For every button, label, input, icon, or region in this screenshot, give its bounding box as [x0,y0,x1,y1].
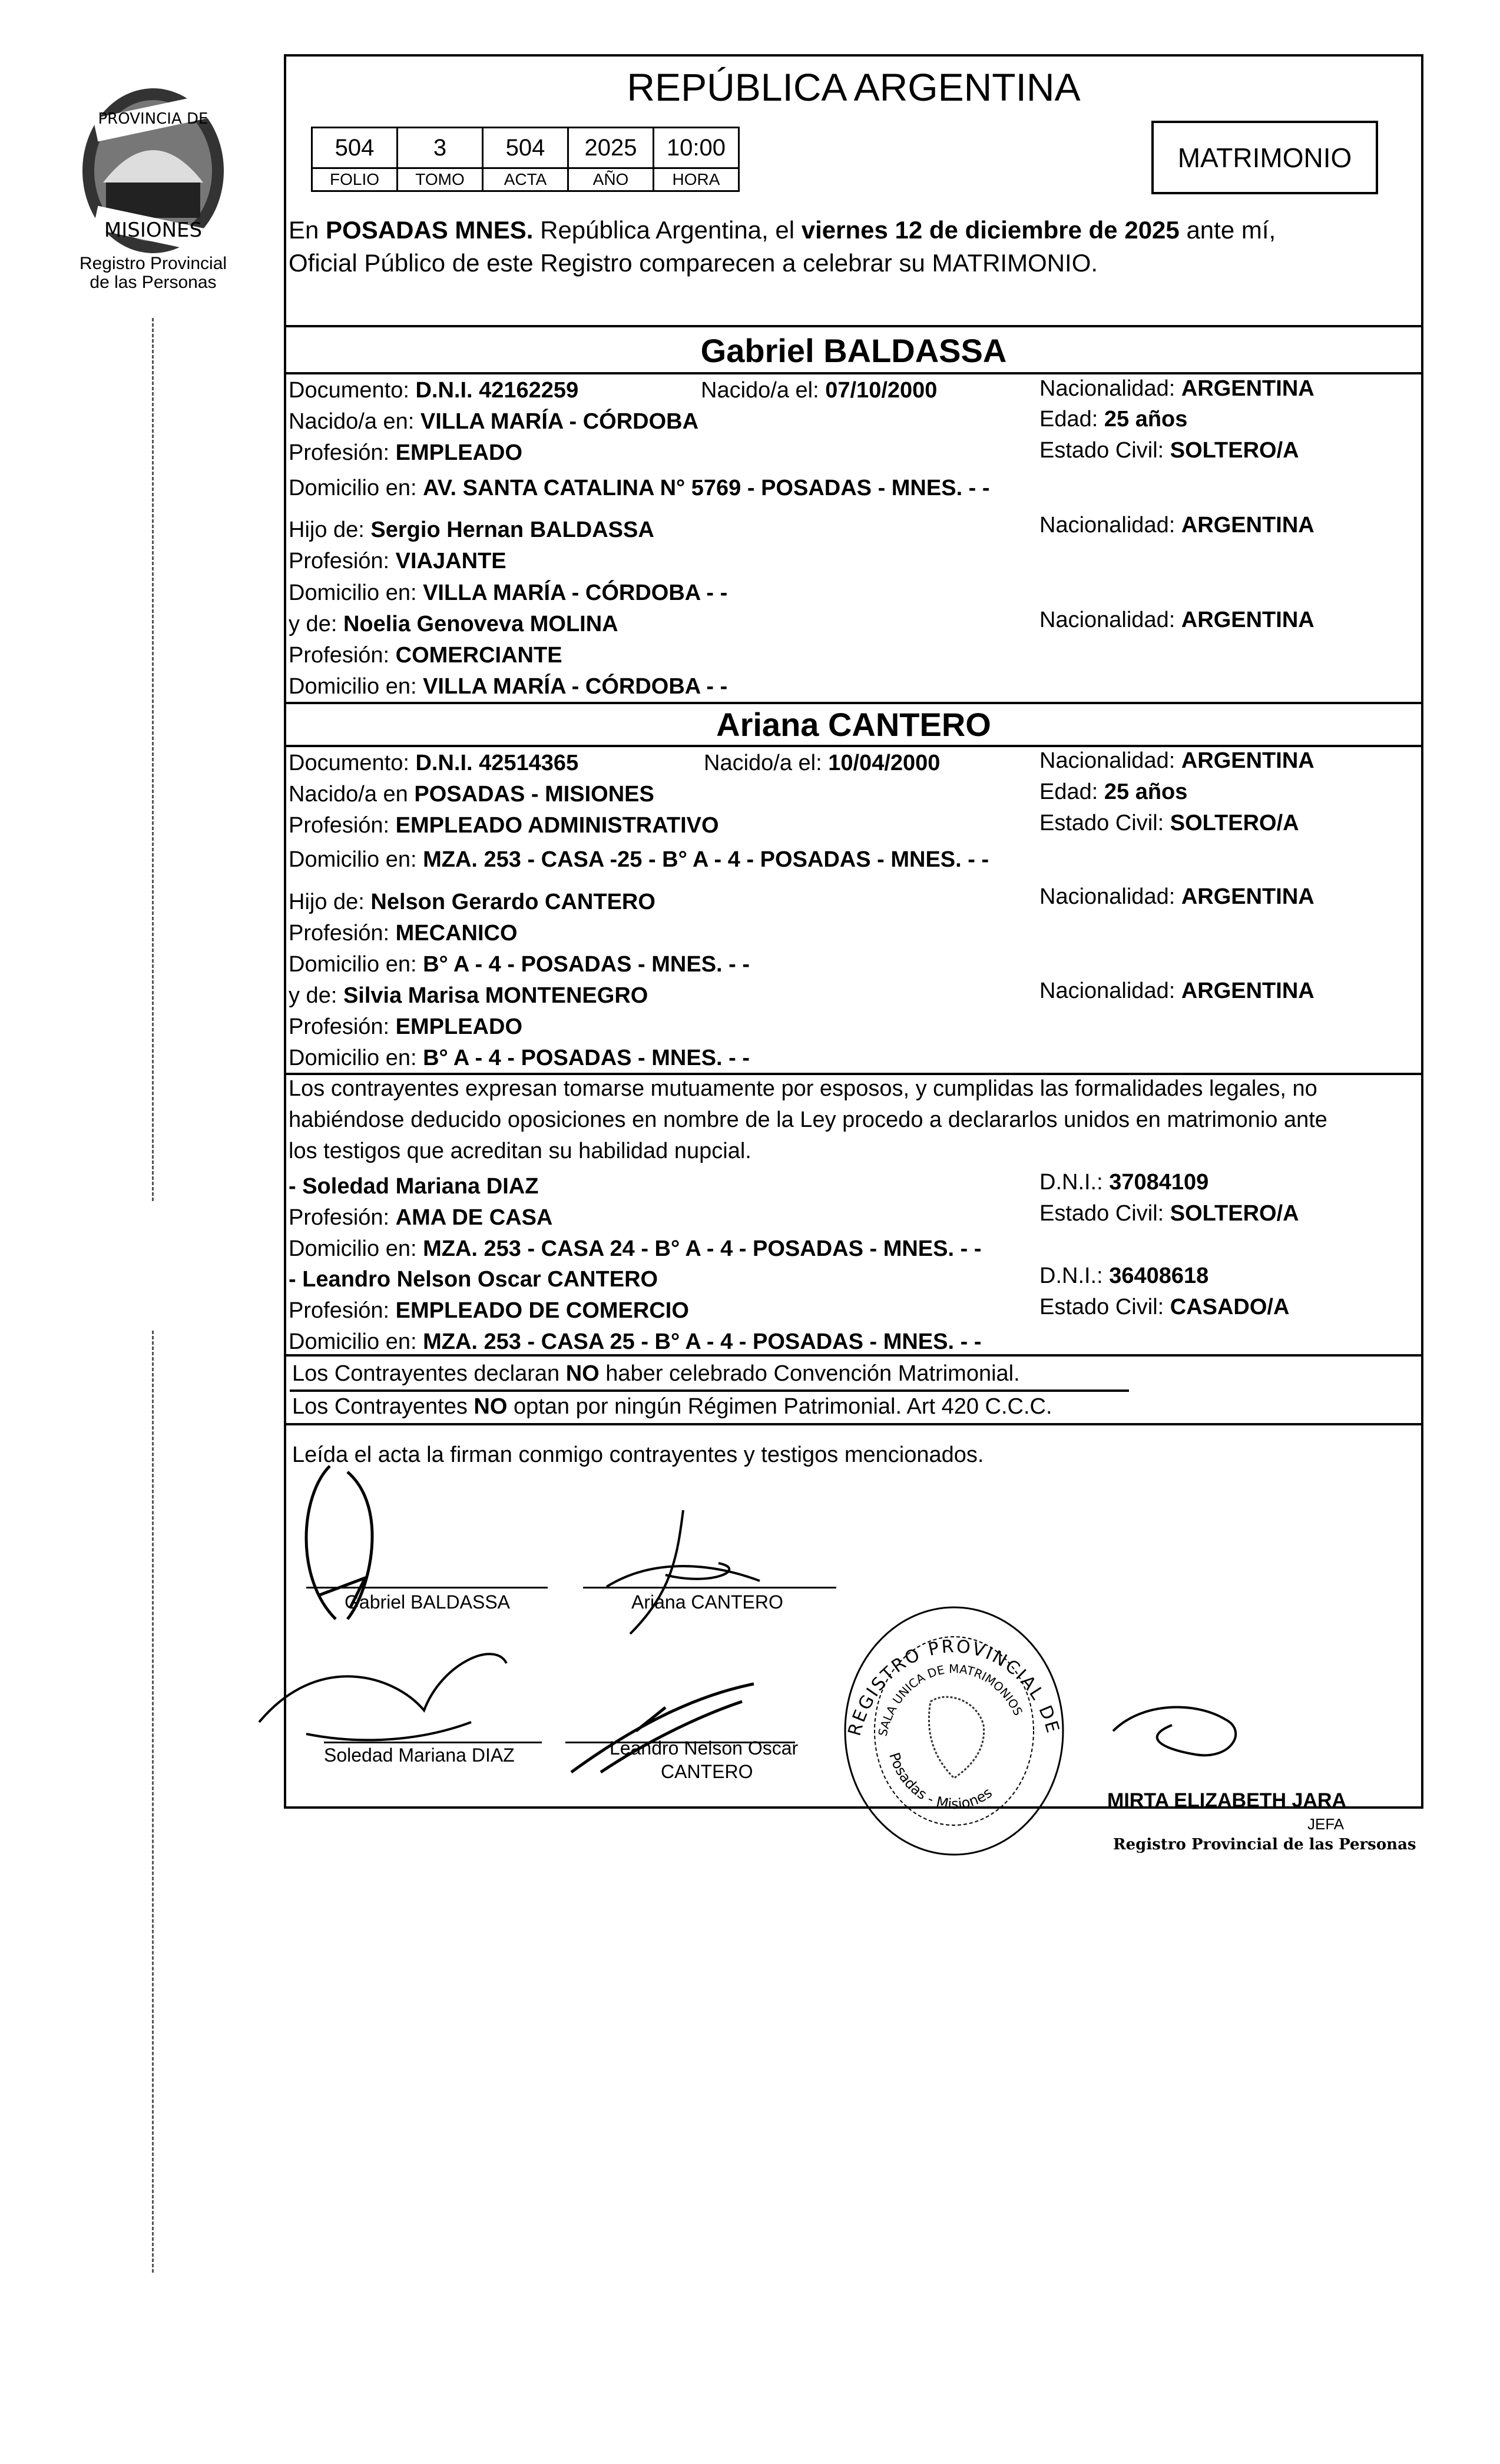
hour-label: HORA [654,168,739,191]
signature-caption-leandro-2: CANTERO [661,1761,753,1782]
declaration-line3: los testigos que acreditan su habilidad nupcial. [289,1139,751,1163]
tomo-value: 3 [398,128,483,168]
signature-caption-soledad: Soledad Mariana DIAZ [324,1745,515,1766]
witness1-dni: D.N.I.: 37084109 [1039,1170,1209,1195]
official-role: JEFA [1307,1815,1345,1833]
country-title: REPÚBLICA ARGENTINA [627,65,1081,109]
margin-dash-line-lower [152,1331,154,2273]
official-name: MIRTA ELIZABETH JARA [1107,1789,1347,1812]
witness2-dni: D.N.I.: 36408618 [1039,1263,1209,1288]
spouse1-mother-nationality: Nacionalidad: ARGENTINA [1039,608,1314,632]
record-type-box: MATRIMONIO [1151,121,1378,194]
signature-caption-leandro-1: Leandro Nelson Oscar [610,1737,799,1759]
spouse2-father-nationality: Nacionalidad: ARGENTINA [1039,884,1314,909]
section-rule [284,702,1423,704]
spouse2-document: Documento: D.N.I. 42514365 [289,751,579,775]
svg-text:PROVINCIA DE: PROVINCIA DE [98,110,208,128]
signature-line [306,1587,548,1588]
intro-line1: En POSADAS MNES. República Argentina, el viernes 12 de diciembre de 2025 ante mí, [289,216,1276,244]
section-rule [284,1354,1423,1357]
spouse1-civil-status: Estado Civil: SOLTERO/A [1039,438,1299,463]
margin-dash-line [152,318,154,1201]
svg-text:Posadas - Misiones: Posadas - Misiones [886,1750,995,1813]
spouse2-mother-profession: Profesión: EMPLEADO [289,1014,523,1039]
spouse1-father-nationality: Nacionalidad: ARGENTINA [1039,513,1314,538]
province-seal-logo [71,82,236,259]
tomo-label: TOMO [398,168,483,191]
spouse1-father-profession: Profesión: VIAJANTE [289,549,506,573]
year-label: AÑO [568,168,654,191]
year-value: 2025 [568,128,654,168]
spouse1-mother: y de: Noelia Genoveva MOLINA [289,612,618,636]
spouse1-nationality: Nacionalidad: ARGENTINA [1039,376,1314,401]
registry-caption: Registro Provincial de las Personas [79,254,227,292]
spouse1-mother-profession: Profesión: COMERCIANTE [289,643,562,668]
section-rule [290,1389,1129,1392]
witness1-profession: Profesión: AMA DE CASA [289,1205,553,1230]
declaration-line2: habiéndose deducido oposiciones en nombre de la Ley procedo a declararlos unidos en matrimonio ante [289,1107,1327,1132]
hour-value: 10:00 [654,128,739,168]
signature-caption-ariana: Ariana CANTERO [631,1591,783,1613]
acta-value: 504 [483,128,568,168]
section-rule [284,372,1423,374]
spouse2-father: Hijo de: Nelson Gerardo CANTERO [289,890,655,914]
official-stamp [836,1601,1072,1863]
witness1-address: Domicilio en: MZA. 253 - CASA 24 - B° A - 4 - POSADAS - MNES. - - [289,1236,982,1261]
spouse1-name: Gabriel BALDASSA [700,332,1007,369]
spouse2-mother-address: Domicilio en: B° A - 4 - POSADAS - MNES. - - [289,1046,750,1070]
witness2-name: - Leandro Nelson Oscar CANTERO [289,1267,658,1292]
spouse1-father: Hijo de: Sergio Hernan BALDASSA [289,518,654,542]
intro-line2: Oficial Público de este Registro comparecen a celebrar su MATRIMONIO. [289,249,1098,277]
folio-value: 504 [312,128,398,168]
witness2-civil-status: Estado Civil: CASADO/A [1039,1295,1290,1319]
witness1-civil-status: Estado Civil: SOLTERO/A [1039,1201,1299,1226]
spouse1-document: Documento: D.N.I. 42162259 [289,378,579,403]
spouse1-birthplace: Nacido/a en: VILLA MARÍA - CÓRDOBA [289,409,699,434]
signature-line [583,1587,836,1588]
spouse2-birthplace: Nacido/a en POSADAS - MISIONES [289,782,654,807]
convention-line2: Los Contrayentes NO optan por ningún Régimen Patrimonial. Art 420 C.C.C. [292,1394,1052,1419]
record-codes-table [311,127,740,192]
spouse1-address: Domicilio en: AV. SANTA CATALINA N° 5769 - POSADAS - MNES. - - [289,476,990,500]
spouse2-profession: Profesión: EMPLEADO ADMINISTRATIVO [289,813,719,838]
spouse1-birthdate: Nacido/a el: 07/10/2000 [701,378,938,403]
spouse1-mother-address: Domicilio en: VILLA MARÍA - CÓRDOBA - - [289,674,728,699]
closing-statement: Leída el acta la firman conmigo contrayentes y testigos mencionados. [292,1442,984,1467]
spouse2-birthdate: Nacido/a el: 10/04/2000 [704,751,941,775]
witness2-profession: Profesión: EMPLEADO DE COMERCIO [289,1298,689,1323]
svg-text:REGISTRO PROVINCIAL DE LAS PER: REGISTRO PROVINCIAL DE [844,1636,1064,1739]
spouse2-mother-nationality: Nacionalidad: ARGENTINA [1039,979,1314,1003]
section-rule [284,325,1423,327]
spouse2-age: Edad: 25 años [1039,780,1188,804]
svg-text:MISIONES: MISIONES [104,218,203,242]
spouse2-name: Ariana CANTERO [716,706,991,743]
convention-line1: Los Contrayentes declaran NO haber celebrado Convención Matrimonial. [292,1361,1020,1386]
spouse2-father-profession: Profesión: MECANICO [289,921,518,946]
spouse2-civil-status: Estado Civil: SOLTERO/A [1039,811,1299,835]
declaration-line1: Los contrayentes expresan tomarse mutuamente por esposos, y cumplidas las formalidades legales, no [289,1076,1317,1101]
section-rule [284,1423,1423,1425]
svg-text:SALA UNICA DE MATRIMONIOS: SALA UNICA DE MATRIMONIOS [875,1662,1026,1738]
witness2-address: Domicilio en: MZA. 253 - CASA 25 - B° A - 4 - POSADAS - MNES. - - [289,1329,982,1354]
signature-ariana [595,1498,771,1643]
acta-label: ACTA [483,168,568,191]
spouse2-nationality: Nacionalidad: ARGENTINA [1039,748,1314,773]
spouse1-age: Edad: 25 años [1039,407,1188,432]
spouse1-profession: Profesión: EMPLEADO [289,440,523,465]
spouse2-mother: y de: Silvia Marisa MONTENEGRO [289,983,648,1008]
spouse2-father-address: Domicilio en: B° A - 4 - POSADAS - MNES. - - [289,952,750,977]
official-signature [1107,1696,1260,1769]
witness1-name: - Soledad Mariana DIAZ [289,1174,539,1199]
spouse1-father-address: Domicilio en: VILLA MARÍA - CÓRDOBA - - [289,581,728,605]
signature-caption-gabriel: Gabriel BALDASSA [345,1591,511,1613]
official-office: Registro Provincial de las Personas [1113,1836,1416,1853]
spouse2-address: Domicilio en: MZA. 253 - CASA -25 - B° A - 4 - POSADAS - MNES. - - [289,847,989,872]
folio-label: FOLIO [312,168,398,191]
signature-line [324,1742,542,1743]
